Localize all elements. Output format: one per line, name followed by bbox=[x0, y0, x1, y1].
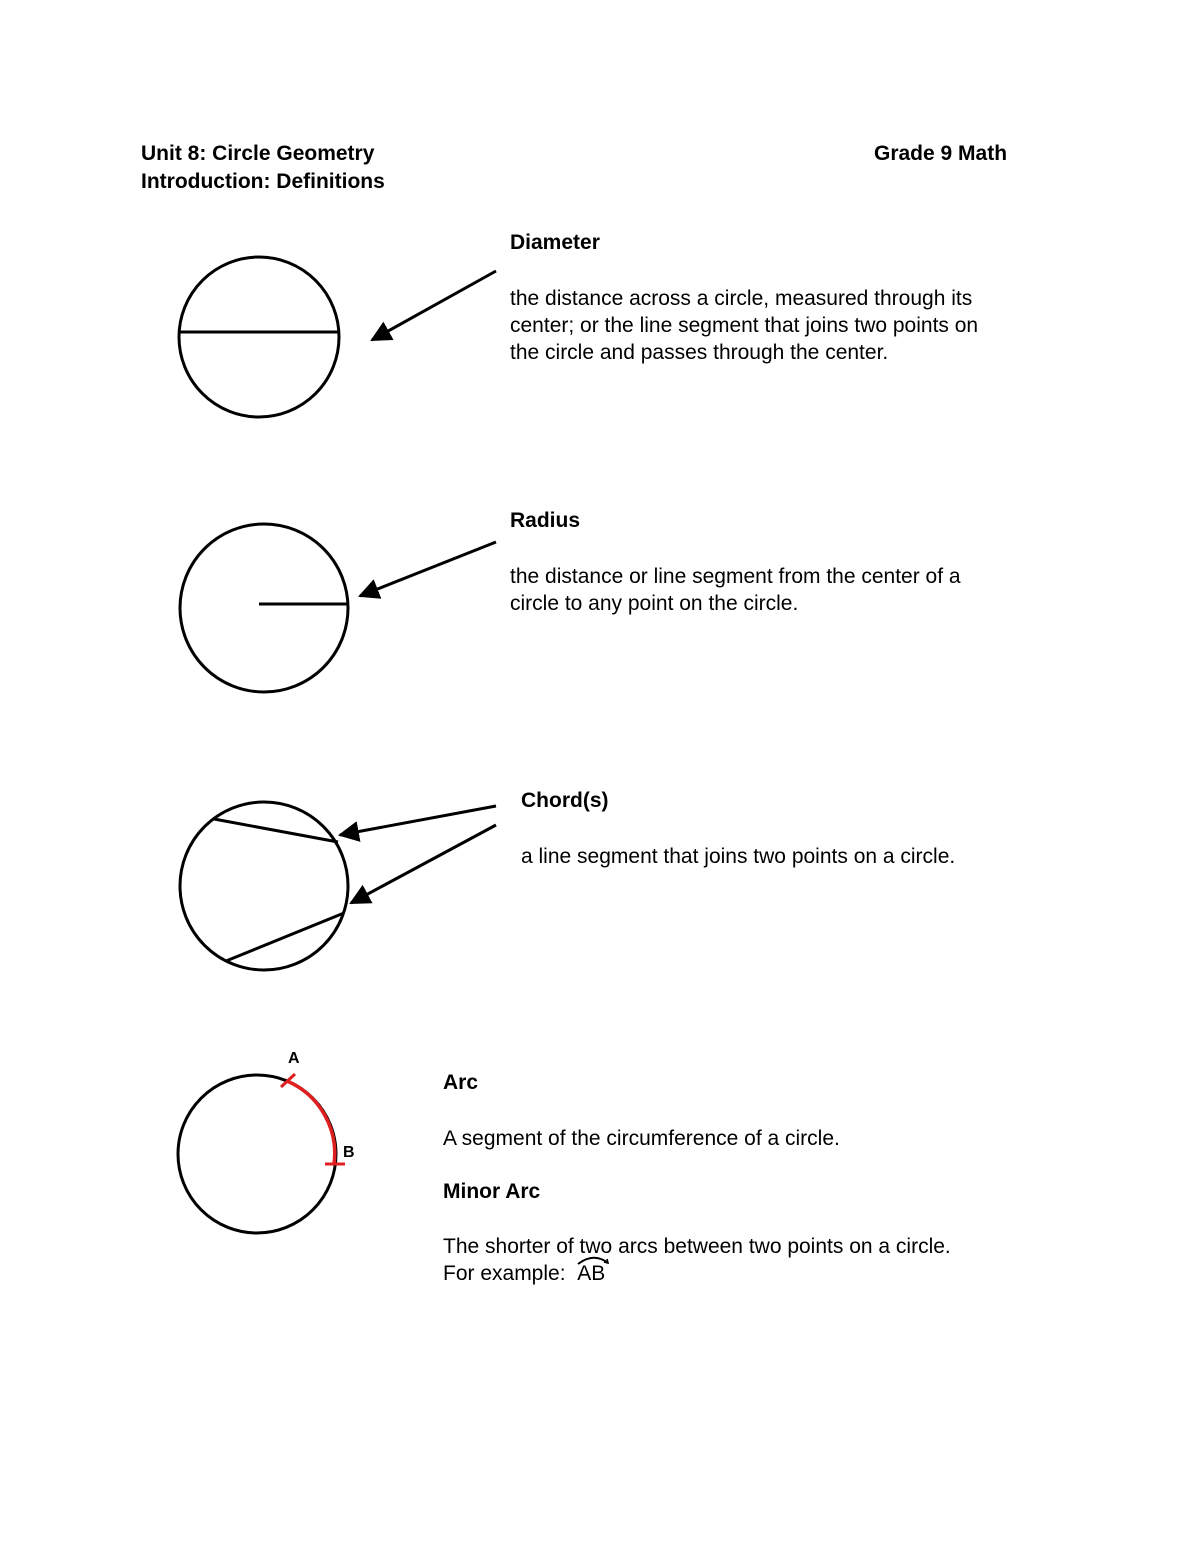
chord-line-lower bbox=[226, 913, 344, 961]
arc-overline-icon bbox=[577, 1254, 611, 1266]
arc-definition bbox=[443, 1125, 840, 1152]
definition-line: center; or the line segment that joins two points on bbox=[510, 314, 979, 337]
definition-line: The shorter of two arcs between two points on a circle. bbox=[443, 1235, 951, 1258]
example-arc-name: AB bbox=[577, 1262, 606, 1285]
unit-title: Unit 8: Circle Geometry bbox=[141, 142, 375, 165]
radius-definition bbox=[510, 563, 961, 617]
radius-circle bbox=[180, 524, 348, 692]
arc-term: Arc bbox=[443, 1071, 479, 1094]
minor-arc-definition bbox=[443, 1233, 951, 1287]
radius-arrow bbox=[360, 542, 496, 596]
definition-line: the circle and passes through the center. bbox=[510, 341, 889, 364]
diameter-arrow bbox=[372, 271, 496, 340]
arc-point-label-b: B bbox=[343, 1144, 355, 1161]
page-subtitle: Introduction: Definitions bbox=[141, 170, 385, 193]
example-line bbox=[443, 1260, 951, 1287]
arc-figure bbox=[178, 1074, 345, 1233]
definition-line: the distance or line segment from the center of a bbox=[510, 565, 961, 588]
radius-figure bbox=[180, 524, 496, 692]
diameter-figure bbox=[179, 257, 496, 417]
chord-definition bbox=[521, 843, 955, 870]
diameter-definition bbox=[510, 285, 978, 366]
grade-label: Grade 9 Math bbox=[874, 142, 1008, 165]
arc-point-label-a: A bbox=[288, 1050, 300, 1067]
diameter-circle bbox=[179, 257, 339, 417]
definition-line: A segment of the circumference of a circle. bbox=[443, 1127, 840, 1150]
chord-figure bbox=[180, 802, 496, 970]
example-prefix: For example: bbox=[443, 1262, 566, 1285]
definition-line: circle to any point on the circle. bbox=[510, 592, 799, 615]
radius-term: Radius bbox=[510, 509, 581, 532]
chord-arrow-upper bbox=[340, 806, 496, 835]
chord-arrow-lower bbox=[351, 825, 496, 903]
definition-line: a line segment that joins two points on a circle. bbox=[521, 845, 956, 868]
minor-arc-term: Minor Arc bbox=[443, 1180, 541, 1203]
arc-highlight bbox=[287, 1081, 335, 1164]
definition-line: the distance across a circle, measured through its bbox=[510, 287, 973, 310]
chord-term: Chord(s) bbox=[521, 789, 609, 812]
arc-notation bbox=[577, 1260, 605, 1287]
diameter-term: Diameter bbox=[510, 231, 600, 254]
